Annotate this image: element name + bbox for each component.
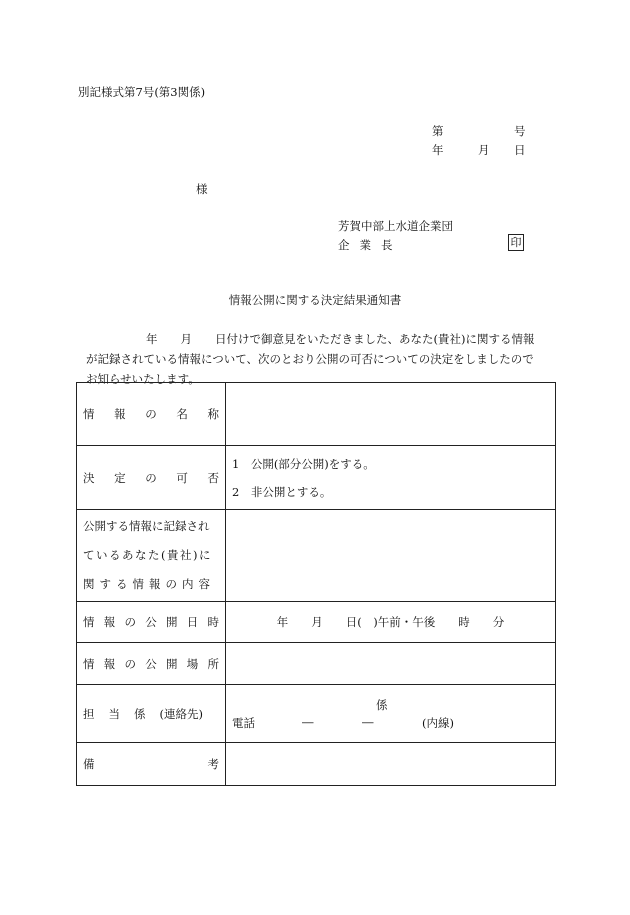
document-number-suffix: 号 (514, 124, 526, 138)
row-content (77, 510, 556, 602)
contact-section-suffix: 係 (376, 698, 388, 712)
content-label (77, 510, 226, 602)
body-line-1: 年 月 日付けで御意見をいただきました、あなた(貴社)に関する情報 (146, 332, 535, 346)
info-name-value[interactable] (226, 383, 556, 446)
label-char: (連絡先) (159, 706, 203, 721)
info-name-label (77, 383, 226, 446)
label-char: 時 (207, 615, 219, 629)
content-label-line-3: 関する情報の内容 (83, 577, 215, 591)
label-char: 場 (186, 656, 199, 671)
body-line-2: が記録されている情報について、次のとおり公開の可否についての決定をしましたので (86, 352, 534, 366)
row-decision (77, 446, 556, 510)
contact-label (77, 685, 226, 743)
issuer-title: 企業長 (338, 238, 403, 252)
place-value[interactable] (226, 643, 556, 685)
label-char: 報 (114, 407, 126, 421)
body-line-3: お知らせいたします。 (86, 372, 200, 386)
body-paragraph (86, 329, 561, 389)
label-char: の (124, 656, 136, 671)
decision-label (77, 446, 226, 510)
label-char: 担 (83, 706, 95, 721)
form-number: 別記様式第7号(第3関係) (78, 85, 206, 99)
label-char: 名 (176, 407, 188, 421)
label-char: 可 (176, 470, 188, 485)
contact-phone-label: 電話 (232, 716, 255, 730)
datetime-label (77, 602, 226, 643)
row-contact (77, 685, 556, 743)
label-char: 公 (145, 656, 157, 671)
label-char: 備 (83, 757, 95, 771)
remarks-value[interactable] (226, 743, 556, 786)
label-char: 日 (186, 615, 199, 629)
contact-value[interactable] (226, 685, 556, 743)
document-title: 情報公開に関する決定結果通知書 (228, 293, 402, 307)
label-char: 否 (207, 470, 219, 485)
label-char: の (145, 407, 157, 421)
decision-value (226, 446, 556, 510)
date-year: 年 (432, 143, 444, 157)
issuer-organization: 芳賀中部上水道企業団 (338, 219, 453, 233)
remarks-label (77, 743, 226, 786)
datetime-value[interactable]: 年 月 日( )午前・午後 時 分 (226, 602, 556, 643)
content-label-line-1 (83, 512, 219, 541)
phone-dash-1: ― (302, 715, 314, 729)
label-char: 考 (207, 757, 219, 771)
label-char: 情 (83, 656, 95, 671)
decision-option-nondisclose[interactable]: 2 非公開とする。 (232, 484, 332, 499)
label-char: の (145, 470, 157, 485)
label-char: 報 (103, 615, 116, 629)
label-char: 情 (83, 615, 95, 629)
label-char: 情 (83, 407, 95, 421)
content-label-line-2: ているあなた(貴社)に (83, 548, 212, 562)
row-remarks (77, 743, 556, 786)
contact-extension-label: (内線) (422, 716, 454, 730)
label-char: 公 (145, 615, 157, 629)
label-char: 開 (166, 615, 178, 629)
place-label (77, 643, 226, 685)
content-value[interactable] (226, 510, 556, 602)
label-char: 決 (83, 470, 95, 485)
label-text: 公開する情報に記録され (83, 519, 210, 533)
label-char: 称 (207, 407, 219, 421)
label-char: 開 (166, 656, 178, 671)
label-char: 所 (207, 656, 219, 671)
recipient-honorific: 様 (196, 182, 208, 196)
row-place (77, 643, 556, 685)
decision-option-disclose[interactable]: 1 公開(部分公開)をする。 (232, 456, 375, 471)
seal-mark: 印 (508, 234, 524, 251)
label-char: 係 (134, 706, 146, 721)
row-info-name (77, 383, 556, 446)
label-char: 定 (114, 470, 126, 485)
decision-table (76, 382, 556, 786)
date-month: 月 (478, 143, 490, 157)
document-number-label: 第 (432, 124, 444, 138)
label-char: 報 (103, 656, 116, 671)
phone-dash-2: ― (362, 715, 374, 729)
label-char: の (124, 615, 136, 629)
date-day: 日 (514, 143, 526, 157)
row-datetime (77, 602, 556, 643)
label-char: 当 (108, 706, 120, 721)
